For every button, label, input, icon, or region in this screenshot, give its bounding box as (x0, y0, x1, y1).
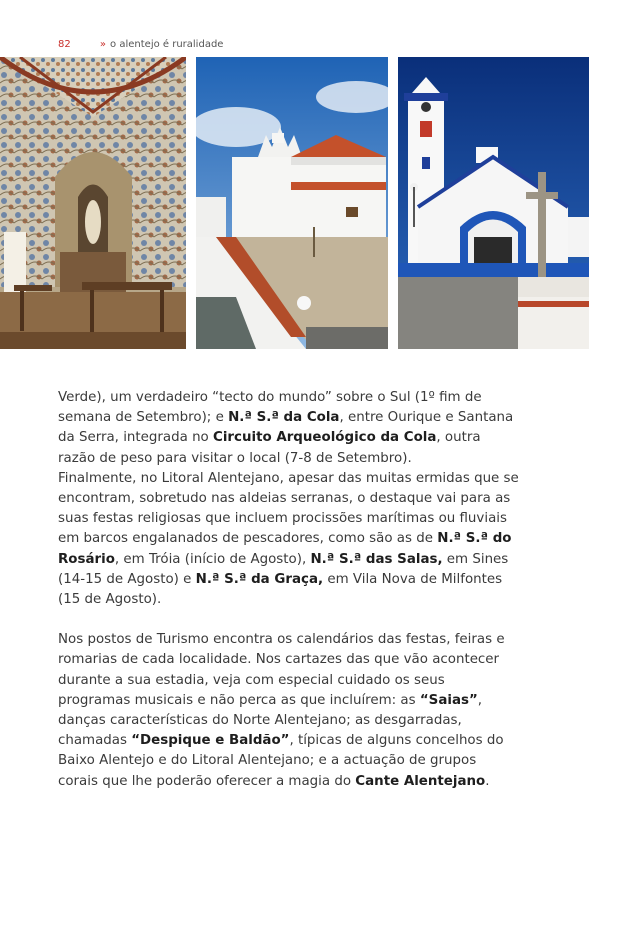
section-title (100, 39, 224, 50)
bold-term: N.ª S.ª do Rosário (58, 531, 512, 567)
article-body (58, 388, 520, 792)
page-number: 82 (58, 39, 71, 50)
section-title-text: o alentejo é ruralidade (110, 39, 224, 50)
bold-term: “Despique e Baldão” (131, 733, 290, 749)
bold-term: N.ª S.ª das Salas, (310, 551, 443, 567)
bold-term: N.ª S.ª da Cola (228, 410, 340, 426)
text-run: Nos postos de Turismo encontra os calendários das festas, feiras e romarias de cada localidade. Nos cartazes das que vão acontecer durante a sua estadia, veja com especial cuidado os seus programas musicais e não perca as que incluírem: as (58, 632, 505, 708)
blue-trim-chapel-photo (398, 57, 589, 349)
bold-term: Cante Alentejano (355, 773, 486, 789)
chapel-interior-photo (0, 57, 186, 349)
text-run: , típicas de alguns concelhos do Baixo Alentejo e do Litoral Alentejano; e a actuação de grupos corais que lhe poderão oferecer a magia do (58, 733, 504, 789)
bold-term: Circuito Arqueológico da Cola (213, 430, 437, 446)
text-run: em Vila Nova de Milfontes (15 de Agosto). (58, 571, 503, 608)
text-run: , em Tróia (início de Agosto), (114, 551, 311, 567)
text-run: , outra razão de peso para visitar o local (7-8 de Setembro). (58, 430, 481, 466)
text-run: Finalmente, no Litoral Alentejano, apesar das muitas ermidas que se encontram, sobretudo nas aldeias serranas, o destaque vai para as suas festas religiosas que incluem procissões marítimas ou fluviais em barcos engalanados de pescadores, como são as de (58, 470, 519, 547)
text-run: em Sines (14-15 de Agosto) e (58, 551, 509, 587)
double-chevron-icon: » (99, 39, 107, 50)
text-run: Verde), um verdadeiro “tecto do mundo” sobre o Sul (1º fim de semana de Setembro); e (58, 390, 482, 426)
text-run: , danças características do Norte Alentejano; as desgarradas, chamadas (58, 692, 483, 749)
text-run: , entre Ourique e Santana da Serra, integrada no (58, 410, 514, 446)
bold-term: N.ª S.ª da Graça, (195, 571, 324, 587)
text-run: . (485, 773, 490, 789)
white-chapel-photo (196, 57, 388, 349)
bold-term: “Saias” (419, 692, 478, 708)
paragraph-postos-turismo (58, 630, 520, 792)
running-header (58, 39, 223, 50)
paragraph-festas-alentejo (58, 388, 520, 469)
paragraph-litoral-alentejano (58, 469, 520, 610)
